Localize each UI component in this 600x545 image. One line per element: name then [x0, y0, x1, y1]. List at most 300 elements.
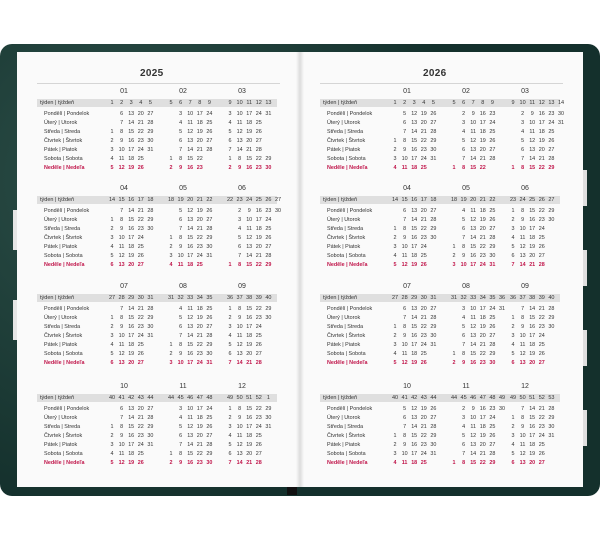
calendar-date: 13	[187, 324, 194, 330]
calendar-date: 15	[128, 424, 135, 430]
month-number: 09	[521, 283, 529, 290]
calendar-date: 5	[179, 208, 183, 214]
calendar-date: 10	[470, 306, 477, 312]
calendar-date: 23	[538, 424, 545, 430]
week-number: 31	[430, 295, 437, 301]
calendar-date: 28	[265, 253, 272, 259]
week-number: 43	[420, 395, 427, 401]
calendar-date: 20	[538, 147, 545, 153]
sunday-date: 1	[228, 262, 232, 268]
week-number: 49	[226, 395, 234, 401]
sunday-date: 16	[246, 165, 253, 171]
calendar-date: 16	[128, 226, 135, 232]
sunday-date: 19	[411, 262, 418, 268]
calendar-date: 1	[110, 315, 114, 321]
calendar-date: 15	[187, 342, 194, 348]
calendar-date: 5	[462, 217, 466, 223]
calendar-date: 6	[179, 217, 183, 223]
week-number: 44	[430, 395, 437, 401]
calendar-date: 8	[120, 424, 124, 430]
calendar-date: 23	[489, 111, 496, 117]
calendar-date: 21	[479, 235, 486, 241]
sunday-date: 2	[228, 165, 232, 171]
calendar-date: 9	[521, 424, 525, 430]
calendar-date: 17	[246, 424, 253, 430]
calendar-date: 28	[430, 217, 437, 223]
sunday-date: 30	[206, 460, 213, 466]
weekday-label: Sobota | Sobota	[44, 156, 83, 162]
calendar-date: 8	[120, 129, 124, 135]
calendar-date: 16	[255, 208, 262, 214]
calendar-date: 31	[147, 442, 154, 448]
calendar-date: 19	[196, 424, 203, 430]
calendar-date: 15	[411, 138, 418, 144]
calendar-date: 13	[411, 208, 418, 214]
calendar-date: 22	[196, 235, 203, 241]
calendar-date: 25	[538, 235, 545, 241]
calendar-date: 6	[120, 111, 124, 117]
sunday-date: 23	[479, 360, 486, 366]
calendar-date: 15	[470, 244, 477, 250]
calendar-date: 16	[246, 415, 253, 421]
calendar-date: 16	[470, 253, 477, 259]
calendar-date: 31	[147, 147, 154, 153]
month-number: 03	[521, 88, 529, 95]
calendar-date: 29	[206, 451, 213, 457]
calendar-date: 19	[246, 342, 253, 348]
sunday-label: Neděle | Nedeľa	[327, 460, 368, 466]
sunday-date: 10	[177, 360, 184, 366]
calendar-date: 5	[179, 424, 183, 430]
calendar-date: 13	[411, 120, 418, 126]
calendar-date: 16	[128, 138, 135, 144]
calendar-date: 27	[255, 351, 262, 357]
calendar-date: 3	[511, 226, 515, 232]
calendar-date: 1	[393, 433, 397, 439]
calendar-date: 10	[118, 333, 125, 339]
week-number: 30	[420, 295, 427, 301]
calendar-date: 29	[548, 208, 555, 214]
calendar-date: 9	[530, 111, 534, 117]
calendar-date: 26	[206, 208, 213, 214]
calendar-date: 21	[420, 129, 427, 135]
calendar-date: 17	[246, 324, 253, 330]
sunday-date: 6	[110, 360, 114, 366]
calendar-date: 29	[430, 226, 437, 232]
calendar-date: 23	[420, 333, 427, 339]
calendar-date: 18	[196, 120, 203, 126]
calendar-date: 10	[236, 424, 243, 430]
weekday-label: Pondělí | Pondelok	[327, 208, 373, 214]
calendar-date: 6	[228, 138, 232, 144]
calendar-date: 25	[206, 120, 213, 126]
calendar-date: 17	[128, 235, 135, 241]
weekday-label: Čtvrtek | Štvrtok	[327, 138, 366, 144]
week-number: 6	[462, 100, 466, 106]
calendar-date: 20	[479, 226, 486, 232]
calendar-date: 15	[128, 129, 135, 135]
sunday-date: 5	[393, 262, 397, 268]
week-number: 46	[470, 395, 477, 401]
calendar-date: 9	[238, 315, 242, 321]
week-number: 1	[266, 395, 270, 401]
sunday-date: 27	[137, 360, 144, 366]
calendar-date: 29	[489, 244, 496, 250]
week-number: 3	[129, 100, 133, 106]
calendar-date: 8	[238, 156, 242, 162]
calendar-date: 17	[411, 244, 418, 250]
calendar-date: 10	[118, 442, 125, 448]
calendar-date: 10	[401, 451, 408, 457]
weekday-label: Úterý | Utorok	[44, 120, 78, 126]
weekday-label: Pátek | Piatok	[327, 442, 361, 448]
calendar-date: 6	[228, 351, 232, 357]
weekday-label: Úterý | Utorok	[327, 415, 361, 421]
calendar-date: 4	[393, 351, 397, 357]
weekday-label: Pátek | Piatok	[44, 342, 78, 348]
week-number: 23	[236, 197, 243, 203]
calendar-date: 25	[206, 415, 213, 421]
page-edge-tab	[583, 330, 587, 366]
calendar-date: 5	[179, 315, 183, 321]
calendar-date: 23	[137, 324, 144, 330]
calendar-date: 24	[489, 415, 496, 421]
calendar-date: 28	[430, 424, 437, 430]
month-number: 11	[179, 383, 187, 390]
calendar-date: 1	[452, 351, 456, 357]
calendar-date: 22	[137, 217, 144, 223]
calendar-date: 20	[420, 415, 427, 421]
sunday-date: 8	[462, 460, 466, 466]
sunday-label: Neděle | Nedeľa	[44, 262, 85, 268]
week-row-label: týden | týždeň	[323, 395, 358, 401]
week-number: 18	[167, 197, 175, 203]
week-number: 52	[255, 395, 262, 401]
calendar-date: 2	[462, 111, 466, 117]
sunday-date: 10	[460, 262, 467, 268]
calendar-date: 5	[462, 138, 466, 144]
calendar-date: 4	[511, 442, 515, 448]
calendar-date: 19	[529, 351, 536, 357]
calendar-date: 7	[238, 253, 242, 259]
sunday-date: 20	[529, 460, 536, 466]
calendar-date: 21	[246, 147, 253, 153]
month-number: 12	[238, 383, 246, 390]
calendar-date: 21	[420, 315, 427, 321]
sunday-date: 19	[411, 360, 418, 366]
calendar-date: 9	[238, 415, 242, 421]
sunday-date: 22	[538, 165, 545, 171]
weekday-label: Pátek | Piatok	[44, 147, 78, 153]
sunday-date: 9	[238, 165, 242, 171]
calendar-date: 18	[196, 415, 203, 421]
calendar-date: 14	[529, 306, 536, 312]
calendar-date: 12	[519, 244, 526, 250]
calendar-date: 27	[147, 111, 154, 117]
calendar-date: 22	[196, 156, 203, 162]
calendar-date: 13	[187, 433, 194, 439]
calendar-date: 17	[529, 433, 536, 439]
calendar-date: 22	[538, 208, 545, 214]
calendar-date: 12	[236, 442, 243, 448]
calendar-date: 18	[196, 306, 203, 312]
calendar-date: 2	[393, 235, 397, 241]
week-number-row	[37, 99, 277, 107]
calendar-date: 29	[147, 315, 154, 321]
calendar-date: 6	[521, 147, 525, 153]
calendar-date: 24	[255, 111, 262, 117]
week-number: 31	[450, 295, 458, 301]
calendar-date: 29	[489, 351, 496, 357]
sunday-date: 18	[411, 165, 418, 171]
calendar-date: 22	[255, 406, 262, 412]
sunday-date: 26	[137, 165, 144, 171]
calendar-date: 19	[479, 324, 486, 330]
calendar-date: 23	[137, 138, 144, 144]
weekday-label: Středa | Streda	[44, 129, 81, 135]
calendar-date: 15	[246, 156, 253, 162]
calendar-date: 17	[479, 306, 486, 312]
calendar-date: 21	[479, 156, 486, 162]
calendar-date: 27	[255, 138, 262, 144]
sunday-date: 17	[187, 360, 194, 366]
calendar-date: 21	[538, 156, 545, 162]
calendar-date: 31	[147, 333, 154, 339]
month-number: 01	[120, 88, 128, 95]
calendar-date: 21	[137, 208, 144, 214]
calendar-date: 15	[246, 406, 253, 412]
calendar-date: 14	[246, 253, 253, 259]
sunday-date: 9	[179, 460, 183, 466]
calendar-date: 26	[538, 244, 545, 250]
calendar-date: 18	[479, 315, 486, 321]
calendar-date: 3	[511, 333, 515, 339]
year-heading: 2025	[140, 68, 164, 79]
calendar-date: 3	[179, 406, 183, 412]
sunday-date: 6	[110, 262, 114, 268]
calendar-date: 11	[236, 120, 243, 126]
sunday-date: 22	[479, 460, 486, 466]
calendar-date: 23	[196, 244, 203, 250]
sunday-date: 24	[196, 360, 203, 366]
calendar-date: 14	[411, 315, 418, 321]
calendar-date: 12	[470, 138, 477, 144]
calendar-date: 4	[238, 226, 242, 232]
calendar-date: 16	[529, 217, 536, 223]
weekday-label: Sobota | Sobota	[44, 451, 83, 457]
calendar-date: 14	[529, 156, 536, 162]
week-number: 5	[169, 100, 173, 106]
week-number: 21	[196, 197, 203, 203]
week-number: 2	[403, 100, 407, 106]
calendar-date: 7	[120, 120, 124, 126]
year-heading: 2026	[423, 68, 447, 79]
week-number: 35	[206, 295, 213, 301]
calendar-date: 10	[529, 120, 536, 126]
week-number: 47	[479, 395, 486, 401]
calendar-date: 8	[521, 415, 525, 421]
week-number: 28	[118, 295, 125, 301]
weekday-label: Středa | Streda	[44, 226, 81, 232]
sunday-date: 12	[401, 360, 408, 366]
week-number: 15	[401, 197, 408, 203]
calendar-date: 18	[479, 424, 486, 430]
week-row-label: týden | týždeň	[323, 100, 358, 106]
week-number: 47	[196, 395, 203, 401]
week-number: 17	[137, 197, 144, 203]
week-number: 5	[431, 100, 435, 106]
calendar-date: 10	[519, 433, 526, 439]
calendar-date: 5	[110, 253, 114, 259]
calendar-date: 20	[246, 451, 253, 457]
week-number: 40	[391, 395, 399, 401]
calendar-date: 20	[479, 333, 486, 339]
calendar-date: 12	[246, 235, 253, 241]
calendar-date: 11	[236, 333, 243, 339]
sunday-date: 29	[548, 165, 555, 171]
calendar-date: 3	[179, 111, 183, 117]
calendar-date: 5	[238, 235, 242, 241]
calendar-date: 16	[479, 406, 486, 412]
calendar-date: 21	[538, 306, 545, 312]
calendar-date: 13	[236, 451, 243, 457]
calendar-date: 10	[470, 415, 477, 421]
sunday-date: 27	[538, 460, 545, 466]
calendar-date: 20	[196, 433, 203, 439]
sunday-date: 28	[538, 262, 545, 268]
sunday-date: 20	[529, 360, 536, 366]
calendar-date: 29	[147, 129, 154, 135]
calendar-date: 22	[420, 433, 427, 439]
week-number: 12	[538, 100, 545, 106]
calendar-date: 24	[255, 324, 262, 330]
calendar-date: 27	[430, 208, 437, 214]
calendar-date: 29	[548, 315, 555, 321]
calendar-date: 26	[548, 138, 555, 144]
calendar-date: 22	[255, 306, 262, 312]
calendar-date: 1	[452, 244, 456, 250]
calendar-date: 30	[265, 415, 272, 421]
sunday-date: 31	[206, 360, 213, 366]
calendar-date: 13	[236, 138, 243, 144]
calendar-date: 8	[403, 138, 407, 144]
calendar-date: 25	[489, 315, 496, 321]
calendar-date: 9	[120, 433, 124, 439]
bookmark-ribbon[interactable]	[287, 487, 297, 495]
week-number: 50	[519, 395, 526, 401]
calendar-date: 14	[470, 342, 477, 348]
week-number: 35	[489, 295, 496, 301]
calendar-date: 30	[548, 424, 555, 430]
week-number: 8	[481, 100, 485, 106]
calendar-date: 5	[179, 129, 183, 135]
calendar-date: 22	[420, 226, 427, 232]
week-number: 36	[498, 295, 506, 301]
calendar-date: 11	[187, 120, 193, 126]
year-divider	[37, 83, 280, 84]
calendar-date: 27	[548, 147, 555, 153]
month-number: 11	[462, 383, 470, 390]
calendar-date: 23	[538, 217, 545, 223]
sunday-date: 7	[511, 262, 515, 268]
calendar-date: 8	[403, 324, 407, 330]
calendar-date: 25	[137, 451, 144, 457]
weekday-label: Pondělí | Pondelok	[44, 208, 90, 214]
calendar-date: 27	[489, 147, 496, 153]
calendar-date: 6	[228, 451, 232, 457]
calendar-date: 3	[462, 415, 466, 421]
calendar-date: 3	[521, 120, 525, 126]
calendar-date: 11	[246, 226, 252, 232]
week-number: 23	[509, 197, 517, 203]
calendar-date: 4	[179, 120, 183, 126]
calendar-date: 1	[228, 306, 232, 312]
calendar-date: 25	[548, 129, 555, 135]
sunday-label: Neděle | Nedeľa	[44, 360, 85, 366]
calendar-date: 27	[206, 433, 213, 439]
calendar-date: 19	[196, 208, 203, 214]
calendar-date: 26	[430, 406, 437, 412]
calendar-date: 8	[238, 406, 242, 412]
calendar-date: 28	[489, 156, 496, 162]
calendar-date: 25	[137, 244, 144, 250]
calendar-date: 12	[187, 129, 194, 135]
calendar-date: 3	[393, 451, 397, 457]
calendar-date: 20	[255, 244, 262, 250]
sunday-label: Neděle | Nedeľa	[44, 460, 85, 466]
calendar-date: 6	[462, 333, 466, 339]
sunday-label: Neděle | Nedeľa	[44, 165, 85, 171]
calendar-date: 18	[411, 351, 418, 357]
month-number: 10	[403, 383, 411, 390]
calendar-date: 29	[430, 433, 437, 439]
calendar-date: 7	[120, 306, 124, 312]
calendar-date: 4	[462, 208, 466, 214]
calendar-date: 26	[206, 315, 213, 321]
calendar-date: 30	[275, 208, 281, 214]
calendar-date: 4	[228, 120, 232, 126]
page-edge-tab	[583, 170, 587, 206]
calendar-date: 7	[462, 451, 466, 457]
week-number-row	[37, 294, 277, 302]
weekday-label: Pondělí | Pondelok	[327, 406, 373, 412]
week-row-label: týden | týždeň	[323, 295, 358, 301]
right-page	[300, 52, 583, 487]
sunday-date: 11	[177, 262, 184, 268]
calendar-date: 4	[462, 129, 466, 135]
calendar-date: 20	[246, 138, 253, 144]
calendar-date: 3	[393, 244, 397, 250]
calendar-date: 22	[538, 415, 545, 421]
week-number: 20	[187, 197, 194, 203]
calendar-date: 19	[420, 406, 427, 412]
calendar-date: 18	[246, 333, 253, 339]
calendar-date: 9	[120, 138, 124, 144]
calendar-date: 27	[206, 324, 213, 330]
calendar-date: 19	[128, 351, 135, 357]
calendar-date: 21	[137, 415, 144, 421]
calendar-date: 11	[401, 351, 408, 357]
calendar-date: 31	[430, 451, 437, 457]
calendar-date: 26	[489, 138, 496, 144]
calendar-date: 17	[479, 415, 486, 421]
week-number: 9	[490, 100, 494, 106]
calendar-date: 17	[128, 333, 135, 339]
weekday-label: Sobota | Sobota	[44, 253, 83, 259]
week-row-label: týden | týždeň	[40, 295, 75, 301]
week-number: 37	[236, 295, 243, 301]
week-number: 8	[198, 100, 202, 106]
